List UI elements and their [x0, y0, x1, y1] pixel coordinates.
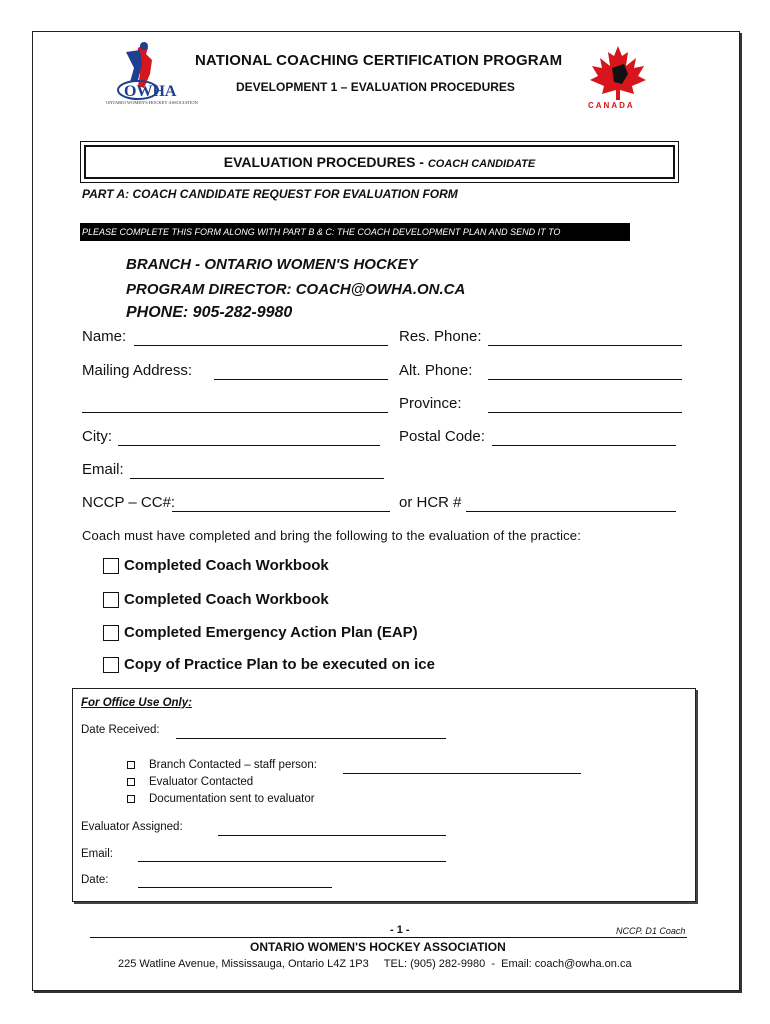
office-check-label: Branch Contacted – staff person:	[149, 759, 317, 771]
checklist-item[interactable]	[103, 591, 329, 608]
checklist-label: Copy of Practice Plan to be executed on ice	[124, 656, 435, 673]
checkbox[interactable]	[103, 625, 119, 641]
res-phone-label: Res. Phone:	[399, 328, 482, 345]
mailing-address-input-line[interactable]	[214, 365, 388, 380]
checklist-item[interactable]	[103, 656, 435, 673]
owha-logo	[100, 40, 200, 110]
checkbox[interactable]	[127, 778, 135, 786]
checkbox[interactable]	[127, 761, 135, 769]
nccp-input-line[interactable]	[172, 497, 390, 512]
office-date-label: Date:	[81, 874, 109, 886]
office-check-label: Documentation sent to evaluator	[149, 793, 315, 805]
hockey-canada-logo	[582, 44, 654, 110]
date-received-label: Date Received:	[81, 724, 160, 736]
footer-association: ONTARIO WOMEN'S HOCKEY ASSOCIATION	[250, 940, 506, 954]
checkbox[interactable]	[103, 657, 119, 673]
office-use-box	[72, 688, 696, 902]
alt-phone-input-line[interactable]	[488, 365, 682, 380]
checkbox[interactable]	[103, 592, 119, 608]
checklist-label: Completed Coach Workbook	[124, 591, 329, 608]
owha-logo-caption: ONTARIO WOMEN'S HOCKEY ASSOCIATION	[106, 100, 198, 105]
evaluation-title-main: EVALUATION PROCEDURES -	[223, 154, 428, 170]
phone-number: PHONE: 905-282-9980	[126, 304, 293, 321]
office-date-input-line[interactable]	[138, 887, 332, 888]
evaluator-assigned-input-line[interactable]	[218, 835, 446, 836]
program-subtitle: DEVELOPMENT 1 – EVALUATION PROCEDURES	[236, 80, 515, 94]
city-label: City:	[82, 428, 112, 445]
checklist-item[interactable]	[103, 557, 329, 574]
office-email-label: Email:	[81, 848, 113, 860]
checkbox[interactable]	[103, 558, 119, 574]
checkbox[interactable]	[127, 795, 135, 803]
requirement-text: Coach must have completed and bring the following to the evaluation of the practice:	[82, 528, 581, 543]
name-input-line[interactable]	[134, 331, 388, 346]
office-check-label: Evaluator Contacted	[149, 776, 254, 788]
checklist-item[interactable]	[103, 624, 418, 641]
office-check-item[interactable]	[127, 759, 317, 771]
office-use-title: For Office Use Only:	[81, 697, 192, 709]
staff-person-input-line[interactable]	[343, 773, 581, 774]
name-label: Name:	[82, 328, 127, 345]
nccp-label: NCCP – CC#:	[82, 494, 176, 511]
hcr-label: or HCR #	[399, 494, 462, 511]
branch-name: BRANCH - ONTARIO WOMEN'S HOCKEY	[126, 256, 418, 273]
checklist-label: Completed Coach Workbook	[124, 557, 329, 574]
evaluation-title-box	[80, 141, 679, 183]
page-number: - 1 -	[390, 924, 410, 936]
email-input-line[interactable]	[130, 464, 384, 479]
mailing-address-line-2[interactable]	[82, 398, 388, 413]
alt-phone-label: Alt. Phone:	[399, 362, 473, 379]
instruction-bar: PLEASE COMPLETE THIS FORM ALONG WITH PART B & C: THE COACH DEVELOPMENT PLAN AND SEND IT TO	[80, 223, 630, 241]
city-input-line[interactable]	[118, 431, 380, 446]
footer-address: 225 Watline Avenue, Mississauga, Ontario L4Z 1P3 TEL: (905) 282-9980 - Email: coach@owha.on.ca	[118, 958, 632, 970]
evaluation-title	[224, 154, 535, 170]
checklist-label: Completed Emergency Action Plan (EAP)	[124, 624, 418, 641]
footer-divider	[90, 937, 687, 938]
hcr-input-line[interactable]	[466, 497, 676, 512]
office-check-item[interactable]	[127, 793, 315, 805]
canada-logo-text: CANADA	[588, 101, 635, 110]
date-received-input-line[interactable]	[176, 738, 446, 739]
part-a-heading: PART A: COACH CANDIDATE REQUEST FOR EVALUATION FORM	[82, 187, 458, 201]
office-email-input-line[interactable]	[138, 861, 446, 862]
res-phone-input-line[interactable]	[488, 331, 682, 346]
email-label: Email:	[82, 461, 124, 478]
office-check-item[interactable]	[127, 776, 253, 788]
mailing-address-label: Mailing Address:	[82, 362, 193, 379]
postal-code-input-line[interactable]	[492, 431, 676, 446]
evaluation-title-sub: COACH CANDIDATE	[427, 158, 536, 170]
province-input-line[interactable]	[488, 398, 682, 413]
evaluator-assigned-label: Evaluator Assigned:	[81, 821, 183, 833]
document-code: NCCP. D1 Coach	[616, 926, 686, 936]
postal-code-label: Postal Code:	[399, 428, 485, 445]
owha-logo-text: OWHA	[124, 83, 177, 100]
program-title: NATIONAL COACHING CERTIFICATION PROGRAM	[195, 52, 563, 69]
province-label: Province:	[399, 395, 462, 412]
program-director: PROGRAM DIRECTOR: COACH@OWHA.ON.CA	[126, 281, 466, 298]
